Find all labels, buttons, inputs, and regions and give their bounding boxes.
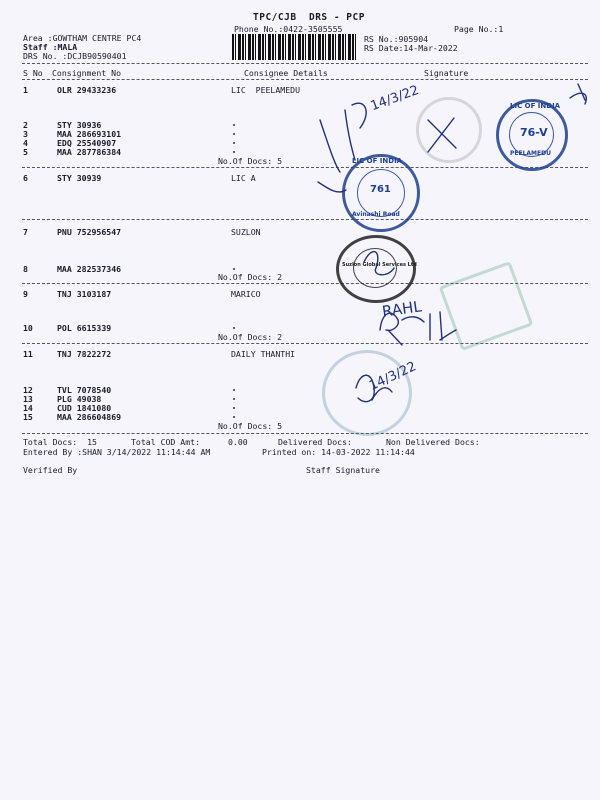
- col-sno-header: S No: [23, 68, 43, 78]
- drs-number: DRS No. :DCJB90590401: [23, 51, 127, 61]
- row-sno: 2: [23, 120, 28, 130]
- stamp-place: PEELAMEDU: [510, 150, 551, 157]
- handwritten-initials: RAHL: [380, 297, 423, 321]
- col-consignment-header: Consignment No: [52, 68, 122, 78]
- row-sno: 6: [23, 173, 28, 183]
- row-sno: 5: [23, 147, 28, 157]
- row-consignee: SUZLON: [231, 227, 261, 237]
- document-title: TPC/CJB DRS - PCP: [253, 12, 365, 23]
- entered-by: Entered By :SHAN 3/14/2022 11:14:44 AM: [23, 447, 211, 457]
- row-sno: 1: [23, 85, 28, 95]
- rs-number: RS No.:905904: [364, 34, 429, 44]
- total-cod-value: 0.00: [228, 437, 248, 447]
- docs-count: No.Of Docs: 5: [218, 421, 283, 431]
- docs-count: No.Of Docs: 5: [218, 156, 283, 166]
- row-sno: 8: [23, 264, 28, 274]
- row-sno: 13: [23, 394, 33, 404]
- non-delivered-docs: Non Delivered Docs:: [386, 437, 480, 447]
- printed-on: Printed on: 14-03-2022 11:14:44: [262, 447, 415, 457]
- row-consignment: MAA 287786384: [57, 147, 122, 157]
- row-consignee: LIC A: [231, 173, 256, 183]
- row-consignee: LIC PEELAMEDU: [231, 85, 301, 95]
- row-consignment: PNU 752956547: [57, 227, 122, 237]
- total-cod-label: Total COD Amt:: [131, 437, 201, 447]
- row-sno: 10: [23, 323, 33, 333]
- stamp-code: 76-V: [520, 126, 548, 139]
- col-consignee-header: Consignee Details: [244, 68, 328, 78]
- row-consignment: TNJ 3103187: [57, 289, 112, 299]
- verified-by: Verified By: [23, 465, 78, 475]
- rs-date: RS Date:14-Mar-2022: [364, 43, 458, 53]
- row-consignment: STY 30939: [57, 173, 102, 183]
- row-consignment: MAA 282537346: [57, 264, 122, 274]
- phone-number: Phone No.:0422-3505555: [234, 24, 343, 34]
- stamp-code: 761: [370, 184, 391, 195]
- handwritten-date: 14/3/22: [366, 359, 419, 394]
- row-consignment: TVL 7078540: [57, 385, 112, 395]
- row-sno: 14: [23, 403, 33, 413]
- row-consignment: EDQ 25540907: [57, 138, 117, 148]
- row-sno: 3: [23, 129, 28, 139]
- docs-count: No.Of Docs: 2: [218, 272, 283, 282]
- staff-label: Staff :MALA: [23, 42, 78, 52]
- stamp-place: Avinashi Road: [352, 211, 400, 218]
- row-sno: 7: [23, 227, 28, 237]
- delivered-docs: Delivered Docs:: [278, 437, 352, 447]
- stamp-text: LIC OF INDIA: [510, 102, 561, 110]
- row-consignment: MAA 286604869: [57, 412, 122, 422]
- area-label: Area :GOWTHAM CENTRE PC4: [23, 33, 142, 43]
- row-consignment: STY 30936: [57, 120, 102, 130]
- row-consignment: MAA 286693101: [57, 129, 122, 139]
- staff-signature: Staff Signature: [306, 465, 380, 475]
- stamp-text: LIC OF INDIA: [352, 157, 403, 165]
- stamp-text: Suzlon Global Services Ltd: [342, 262, 417, 268]
- row-sno: 9: [23, 289, 28, 299]
- row-sno: 12: [23, 385, 33, 395]
- row-consignee: MARICO: [231, 289, 261, 299]
- page-number: Page No.:1: [454, 24, 504, 34]
- row-consignment: PLG 49038: [57, 394, 102, 404]
- row-consignment: OLR 29433236: [57, 85, 117, 95]
- handwritten-date: 14/3/22: [368, 82, 422, 115]
- docs-count: No.Of Docs: 2: [218, 332, 283, 342]
- row-sno: 4: [23, 138, 28, 148]
- col-signature-header: Signature: [424, 68, 469, 78]
- row-consignment: CUD 1841080: [57, 403, 112, 413]
- row-consignment: TNJ 7822272: [57, 349, 112, 359]
- row-consignee: DAILY THANTHI: [231, 349, 296, 359]
- total-docs: Total Docs: 15: [23, 437, 97, 447]
- row-consignment: POL 6615339: [57, 323, 112, 333]
- row-sno: 11: [23, 349, 33, 359]
- row-sno: 15: [23, 412, 33, 422]
